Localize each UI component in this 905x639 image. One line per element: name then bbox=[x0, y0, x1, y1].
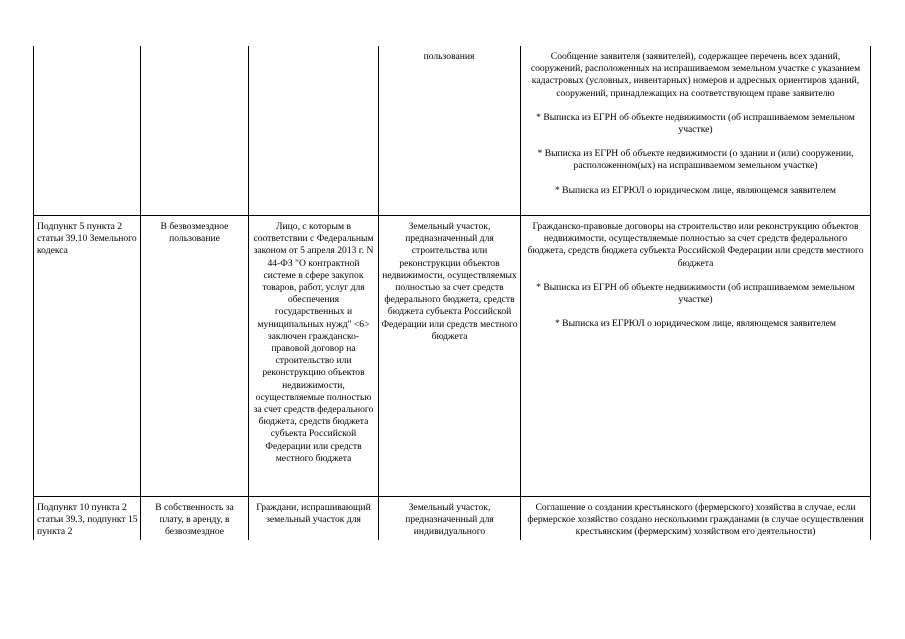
cell-text: Лицо, с которым в соответствии с Федеральным законом от 5 апреля 2013 г. N 44-ФЗ "О контрактной системе в сфере закупок товаров, работ, услуг для обеспечения государственных и муниципальных нужд" <6> заключен гражданско-правовой договор на строительство или реконструкцию объектов недвижимости, осуществляемые полностью за счет средств федерального бюджета, средств бюджета субъекта Российской Федерации или средств местного бюджета bbox=[253, 221, 374, 464]
cell-text: Граждани, испрашивающий земельный участок для bbox=[256, 502, 371, 526]
row1-right-type-cell bbox=[381, 51, 517, 63]
row2-land-plot-cell bbox=[381, 221, 518, 343]
cell-text: Земельный участок, предназначенный для индивидуального bbox=[405, 502, 494, 538]
row3-land-plot-cell bbox=[381, 502, 518, 539]
document-item: * Выписка из ЕГРЮЛ о юридическом лице, являющемся заявителем bbox=[554, 318, 836, 330]
row1-documents-cell bbox=[524, 51, 867, 197]
column-divider bbox=[378, 46, 379, 540]
document-item: * Выписка из ЕГРН об объекте недвижимости (об испрашиваемом земельном участке) bbox=[536, 281, 855, 306]
row3-right-type-cell bbox=[143, 502, 246, 539]
cell-text: В собственность за плату, в аренду, в безвозмездное bbox=[155, 502, 234, 538]
row-divider bbox=[33, 215, 871, 216]
cell-text: Подпункт 5 пункта 2 статьи 39.10 Земельного кодекса bbox=[37, 221, 137, 257]
cell-text: Земельный участок, предназначенный для строительства или реконструкции объектов недвижимости, осуществляемых полностью за счет средств федерального бюджета, средств бюджета субъекта Российской Федерации или средств местного бюджета bbox=[381, 221, 518, 342]
row2-applicant-cell bbox=[252, 221, 375, 465]
document-item: Сообщение заявителя (заявителей), содержащее перечень всех зданий, сооружений, расположенных на испрашиваемом земельном участке с указанием кадастровых (условных, инвентарных) номеров и адресных ориентиров зданий, сооружений, принадлежащих на соответствующем праве заявителю bbox=[530, 51, 861, 99]
row2-right-type-cell bbox=[144, 221, 245, 245]
row-divider bbox=[33, 496, 871, 497]
cell-text: Подпункт 10 пункта 2 статьи 39.3, подпункт 15 пункта 2 bbox=[37, 502, 138, 538]
document-item: * Выписка из ЕГРН об объекте недвижимости (о здании и (или) сооружении, расположенном(ых) на испрашиваемом земельном участке) bbox=[537, 148, 854, 172]
row2-documents-cell bbox=[524, 221, 867, 330]
document-item: * Выписка из ЕГРЮЛ о юридическом лице, являющемся заявителем bbox=[554, 184, 836, 196]
row2-legal-basis-cell bbox=[37, 221, 137, 258]
cell-text: В безвозмездное пользование bbox=[160, 221, 229, 245]
row3-applicant-cell bbox=[252, 502, 375, 526]
column-divider bbox=[248, 46, 249, 540]
row3-legal-basis-cell bbox=[37, 502, 138, 539]
document-item: Соглашение о создании крестьянского (фермерского) хозяйства в случае, если фермерское хозяйство создано несколькими гражданами (в случае осуществления крестьянским (фермерским) хозяйством его деятельности) bbox=[527, 502, 864, 538]
column-divider bbox=[520, 46, 521, 540]
document-item: Гражданско-правовые договоры на строительство или реконструкцию объектов недвижимости, осуществляемые полностью за счет средств федерального бюджета, средств бюджета субъекта Российской Федерации или средств местного бюджета bbox=[527, 221, 864, 269]
column-divider bbox=[33, 46, 34, 540]
row3-documents-cell bbox=[524, 502, 867, 539]
cell-text: пользования bbox=[423, 51, 475, 62]
document-item: * Выписка из ЕГРН об объекте недвижимости (об испрашиваемом земельном участке) bbox=[536, 111, 855, 136]
column-divider bbox=[870, 46, 871, 540]
column-divider bbox=[140, 46, 141, 540]
